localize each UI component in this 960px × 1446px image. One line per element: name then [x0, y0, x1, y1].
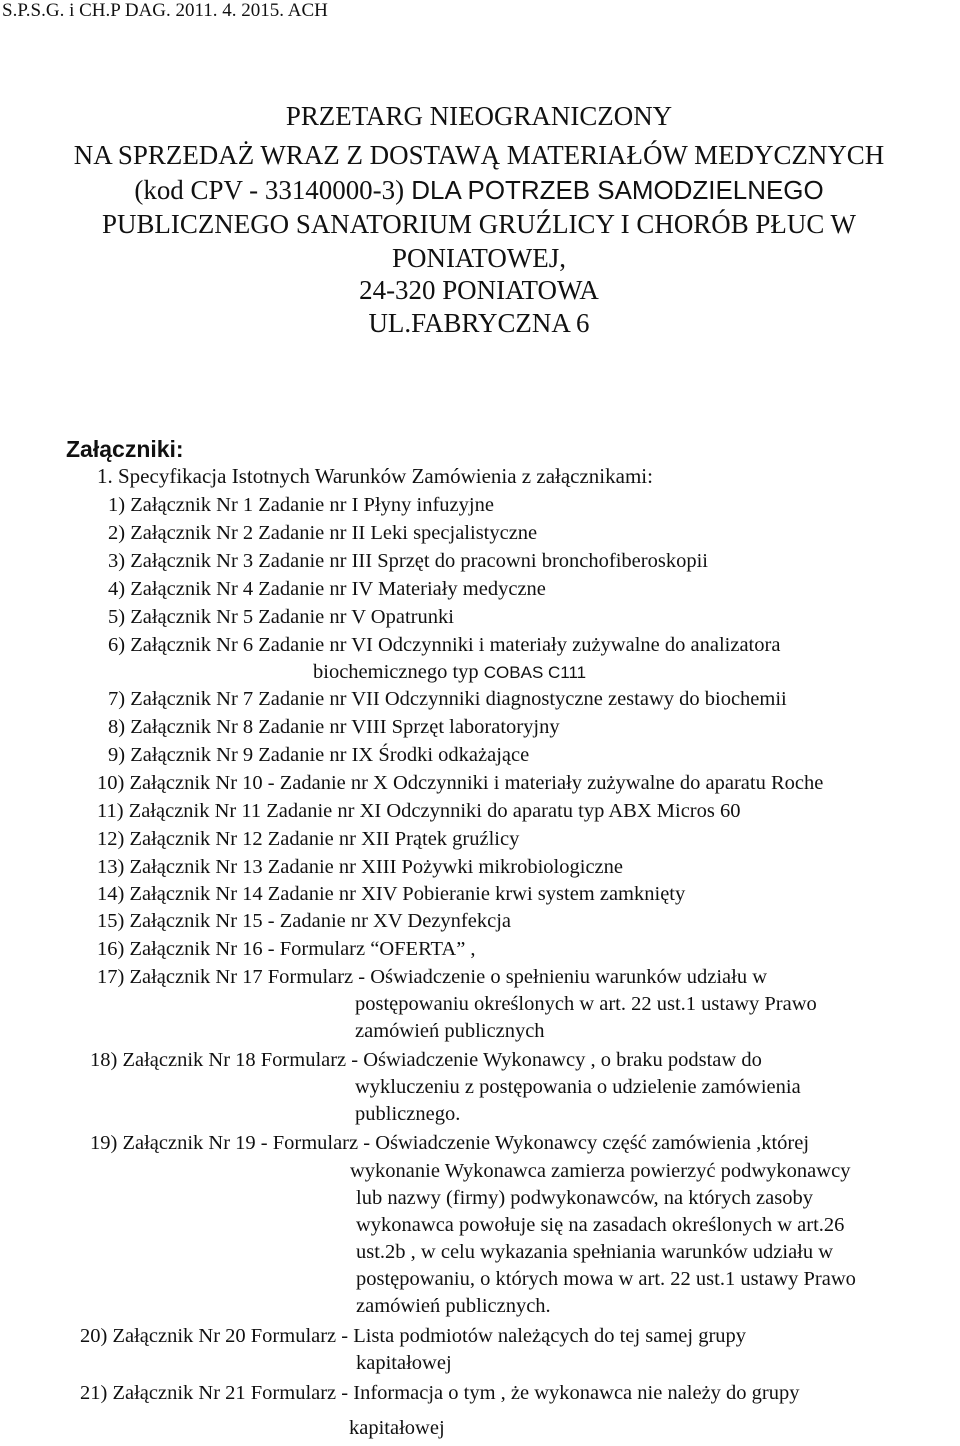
list-item: 13) Załącznik Nr 13 Zadanie nr XIII Pożywki mikrobiologiczne: [97, 856, 623, 878]
list-item-continuation: lub nazwy (firmy) podwykonawców, na których zasoby: [356, 1187, 813, 1209]
list-item-continuation: biochemicznego typ COBAS C111: [313, 661, 587, 683]
list-item: 9) Załącznik Nr 9 Zadanie nr IX Środki odkażające: [108, 744, 530, 766]
analyzer-model: COBAS C111: [483, 663, 587, 682]
title-line-2: NA SPRZEDAŻ WRAZ Z DOSTAWĄ MATERIAŁÓW MEDYCZNYCH: [73, 140, 885, 170]
list-item: 8) Załącznik Nr 8 Zadanie nr VIII Sprzęt laboratoryjny: [108, 716, 560, 738]
list-item-continuation: zamówień publicznych.: [356, 1295, 551, 1317]
spec-item-number: 1.: [97, 464, 113, 488]
spec-item-text: Specyfikacja Istotnych Warunków Zamówienia z załącznikami:: [118, 464, 653, 488]
list-item-continuation: zamówień publicznych: [355, 1020, 545, 1042]
list-item: 6) Załącznik Nr 6 Zadanie nr VI Odczynniki i materiały zużywalne do analizatora: [108, 634, 781, 656]
list-item-continuation: postępowaniu określonych w art. 22 ust.1 ustawy Prawo: [355, 993, 817, 1015]
list-item: 1) Załącznik Nr 1 Zadanie nr I Płyny infuzyjne: [108, 494, 494, 516]
list-item: 3) Załącznik Nr 3 Zadanie nr III Sprzęt do pracowni bronchofiberoskopii: [108, 550, 708, 572]
list-item: 19) Załącznik Nr 19 - Formularz - Oświadczenie Wykonawcy część zamówienia ,której: [90, 1132, 810, 1154]
list-item-continuation: wykonawca powołuje się na zasadach określonych w art.26: [356, 1214, 845, 1236]
title-line-3: [0, 174, 958, 206]
title-line-3-rest: DLA POTRZEB SAMODZIELNEGO: [404, 175, 824, 205]
list-item: 4) Załącznik Nr 4 Zadanie nr IV Materiały medyczne: [108, 578, 546, 600]
title-line-4: PUBLICZNEGO SANATORIUM GRUŹLICY I CHORÓB PŁUC W: [102, 209, 856, 239]
title-line-1: PRZETARG NIEOGRANICZONY: [285, 101, 673, 131]
list-item: 5) Załącznik Nr 5 Zadanie nr V Opatrunki: [108, 606, 454, 628]
list-item-continuation: kapitałowej: [356, 1352, 452, 1374]
list-item: 21) Załącznik Nr 21 Formularz - Informacja o tym , że wykonawca nie należy do grupy: [80, 1382, 800, 1404]
title-line-7: UL.FABRYCZNA 6: [368, 308, 590, 338]
list-item: 7) Załącznik Nr 7 Zadanie nr VII Odczynniki diagnostyczne zestawy do biochemii: [108, 688, 787, 710]
title-line-5: PONIATOWEJ,: [392, 243, 566, 273]
list-item: 14) Załącznik Nr 14 Zadanie nr XIV Pobieranie krwi system zamknięty: [97, 883, 686, 905]
list-item: 11) Załącznik Nr 11 Zadanie nr XI Odczynniki do aparatu typ ABX Micros 60: [97, 800, 741, 822]
list-item-continuation: ust.2b , w celu wykazania spełniania warunków udziału w: [356, 1241, 834, 1263]
list-item: 12) Załącznik Nr 12 Zadanie nr XII Prątek gruźlicy: [97, 828, 520, 850]
list-item: 18) Załącznik Nr 18 Formularz - Oświadczenie Wykonawcy , o braku podstaw do: [90, 1049, 762, 1071]
list-item: 15) Załącznik Nr 15 - Zadanie nr XV Dezynfekcja: [97, 910, 511, 932]
list-item: 10) Załącznik Nr 10 - Zadanie nr X Odczynniki i materiały zużywalne do aparatu Roche: [97, 772, 824, 794]
cpv-code: (kod CPV - 33140000-3): [134, 175, 405, 205]
list-item-continuation: wykonanie Wykonawca zamierza powierzyć podwykonawcy: [350, 1160, 851, 1182]
list-item-continuation: wykluczeniu z postępowania o udzielenie zamówienia: [355, 1076, 801, 1098]
list-item: 20) Załącznik Nr 20 Formularz - Lista podmiotów należących do tej samej grupy: [80, 1325, 747, 1347]
list-item: 2) Załącznik Nr 2 Zadanie nr II Leki specjalistyczne: [108, 522, 538, 544]
title-line-6: 24-320 PONIATOWA: [359, 275, 599, 305]
spec-item: [97, 464, 653, 489]
attachments-heading: Załączniki:: [66, 436, 184, 462]
list-item-continuation: postępowaniu, o których mowa w art. 22 ust.1 ustawy Prawo: [356, 1268, 856, 1290]
list-item-continuation: publicznego.: [355, 1103, 461, 1125]
list-item-continuation: kapitałowej: [349, 1417, 445, 1439]
list-item: 17) Załącznik Nr 17 Formularz - Oświadczenie o spełnieniu warunków udziału w: [97, 966, 768, 988]
list-item: 16) Załącznik Nr 16 - Formularz “OFERTA” ,: [97, 938, 476, 960]
document-header: S.P.S.G. i CH.P DAG. 2011. 4. 2015. ACH: [2, 0, 328, 21]
